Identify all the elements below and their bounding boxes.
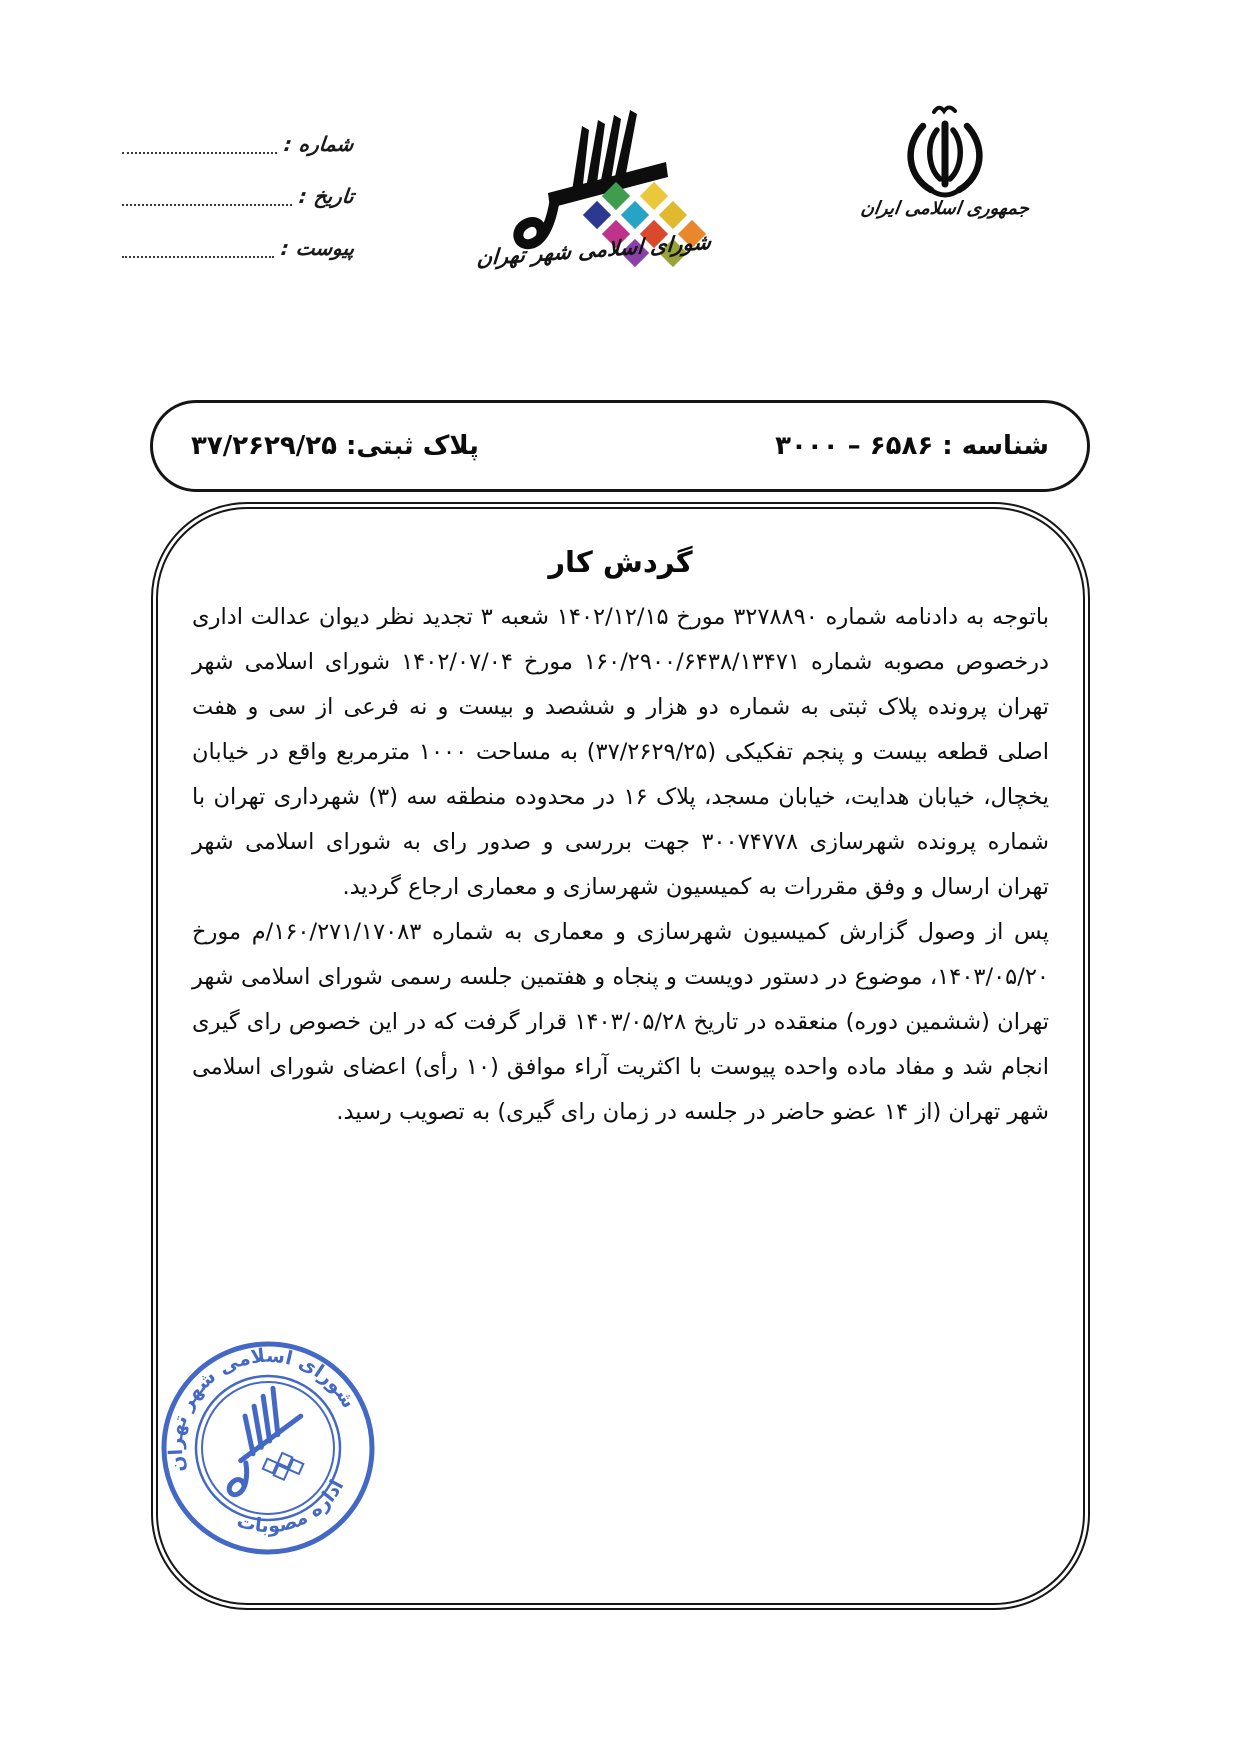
emblem-inner-left-crescent <box>930 130 940 179</box>
paragraph-1: باتوجه به دادنامه شماره ۳۲۷۸۸۹۰ مورخ ۱۴۰۲/۱۲/۱۵ شعبه ۳ تجدید نظر دیوان عدالت اداری درخصوص مصوبه شماره ۱۶۰/۲۹۰۰/۶۴۳۸/۱۳۴۷۱ مورخ ۱۴۰۲/۰۷/۰۴ شورای اسلامی شهر تهران پرونده پلاک ثبتی به شماره دو هزار و ششصد و بیست و نه فرعی از سی و هفت اصلی قطعه بیست و پنجم تفکیکی (۳۷/۲۶۲۹/۲۵) به مساحت ۱۰۰۰ مترمربع واقع در خیابان یخچال، خیابان هدایت، خیابان مسجد، پلاک ۱۶ در محدوده منطقه سه (۳) شهرداری تهران با شماره پرونده شهرسازی ۳۰۰۷۴۷۷۸ جهت بررسی و صدور رای به شورای اسلامی شهر تهران ارسال و وفق مقررات به کمیسیون شهرسازی و معماری ارجاع گردید. <box>192 604 1049 900</box>
header-bar <box>150 400 1090 492</box>
document-text <box>192 595 1049 1135</box>
form-field-date <box>122 176 354 206</box>
registration-plate: پلاک ثبتی: ۳۷/۲۶۲۹/۲۵ <box>191 431 479 461</box>
form-field-attachment <box>122 228 354 258</box>
paragraph-2: پس از وصول گزارش کمیسیون شهرسازی و معماری به شماره ۱۶۰/۲۷۱/۱۷۰۸۳/م مورخ ۱۴۰۳/۰۵/۲۰، موضوع در دستور دویست و پنجاه و هفتمین جلسه رسمی شورای اسلامی شهر تهران (ششمین دوره) منعقده در تاریخ ۱۴۰۳/۰۵/۲۸ قرار گرفت که در این خصوص رای گیری انجام شد و مفاد ماده واحده پیوست با اکثریت آراء موافق (۱۰ رأی) اعضای شورای اسلامی شهر تهران (از ۱۴ عضو حاضر در جلسه در زمان رای گیری) به تصویب رسید. <box>192 919 1050 1125</box>
tile-teal <box>621 201 649 229</box>
council-caption: شورای اسلامی شهر تهران <box>476 229 712 271</box>
emblem-base <box>931 190 959 195</box>
document-title: گردش کار <box>548 545 693 579</box>
date-field-label: تاریخ : <box>297 184 356 208</box>
stamp-center-mark <box>201 1383 319 1497</box>
attachment-field-dotted-line <box>122 244 274 258</box>
tile-gold <box>659 201 687 229</box>
number-field-dotted-line <box>122 140 277 154</box>
number-field-label: شماره : <box>283 132 356 156</box>
emblem-shadda <box>934 108 955 113</box>
date-field-dotted-line <box>122 192 292 206</box>
attachment-field-label: پیوست : <box>279 236 356 260</box>
emblem-caption: جمهوری اسلامی ایران <box>859 198 1031 219</box>
emblem-inner-right-crescent <box>950 130 960 179</box>
stamp-arc-top-text: شورای اسلامی شهر تهران <box>164 1344 360 1475</box>
document-id: شناسه : ۶۵۸۶ – ۳۰۰۰ <box>775 431 1049 461</box>
stamp-center-tiles <box>260 1447 306 1485</box>
iran-emblem-icon <box>878 100 1012 204</box>
council-calligraphy-loop <box>518 204 554 244</box>
stamp-arc-bottom-text: اداره مصوبات <box>234 1476 349 1538</box>
tile-yellow <box>640 182 668 210</box>
form-field-number <box>122 124 354 154</box>
tile-navy <box>583 201 611 229</box>
